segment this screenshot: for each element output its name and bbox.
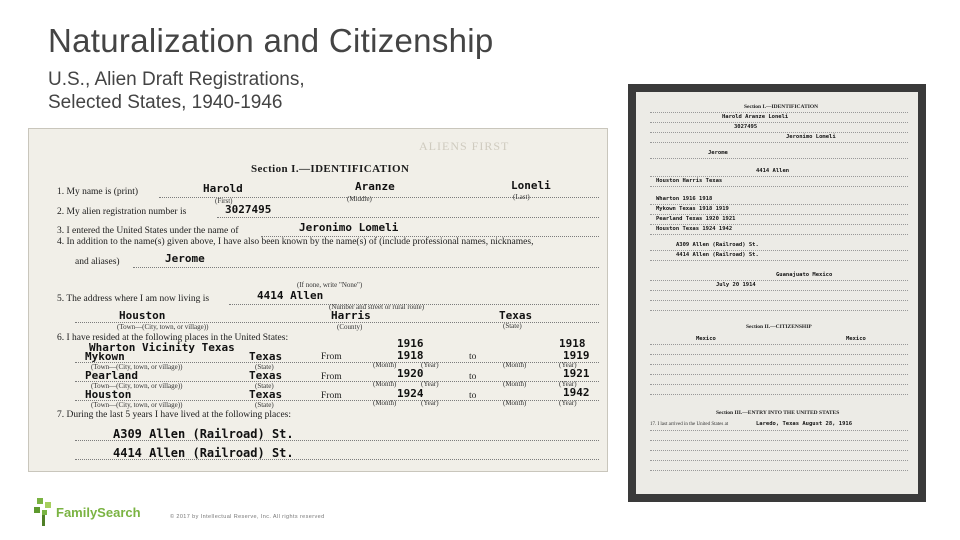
registration-number: 3027495 <box>225 203 272 216</box>
residence-3-from: 1920 <box>397 367 424 380</box>
if-none-note: (If none, write "None") <box>297 281 363 289</box>
residence-2-state: Texas <box>249 350 283 363</box>
residence-3-state: Texas <box>249 369 283 382</box>
full-lived-1: A309 Allen (Railroad) St. <box>676 242 759 248</box>
caption-town-2: (Town—(City, town, or village)) <box>91 382 183 390</box>
caption-town: (Town—(City, town, or village)) <box>117 323 209 331</box>
full-section-2: Section II.—CITIZENSHIP <box>746 324 812 330</box>
full-place-4: Houston Texas 1924 1942 <box>656 226 733 232</box>
caption-state: (State) <box>503 322 522 330</box>
from-label-3: From <box>321 391 342 401</box>
caption-year-3: (Year) <box>421 399 439 407</box>
first-name: Harold <box>203 182 243 195</box>
to-label-3: to <box>469 391 477 401</box>
subtitle-line-1: U.S., Alien Draft Registrations, <box>48 69 305 90</box>
caption-middle: (Middle) <box>347 195 372 203</box>
full-born-date: July 20 1914 <box>716 282 756 288</box>
caption-year-2b: (Year) <box>559 380 577 388</box>
caption-town-3: (Town—(City, town, or village)) <box>91 401 183 409</box>
full-place-1: Wharton 1916 1918 <box>656 196 713 202</box>
residence-4-state: Texas <box>249 388 283 401</box>
state: Texas <box>499 309 533 322</box>
full-citizen: Mexico <box>696 336 716 342</box>
recent-address-1: A309 Allen (Railroad) St. <box>113 427 294 441</box>
caption-month-2b: (Month) <box>503 380 527 388</box>
alias-value: Jerome <box>165 252 205 265</box>
full-born: Guanajuato Mexico <box>776 272 833 278</box>
full-section-1: Section I.—IDENTIFICATION <box>744 104 819 110</box>
full-city: Houston Harris Texas <box>656 178 723 184</box>
middle-name: Aranze <box>355 180 395 193</box>
ghost-print: ALIENS FIRST <box>419 139 510 153</box>
street-address: 4414 Allen <box>257 289 324 302</box>
copyright-notice: © 2017 by Intellectual Reserve, Inc. All rights reserved <box>170 514 325 520</box>
caption-first: (First) <box>215 197 233 205</box>
full-section-3: Section III.—ENTRY INTO THE UNITED STATES <box>716 410 840 416</box>
full-place-2: Mykown Texas 1918 1919 <box>656 206 729 212</box>
full-citizen-2: Mexico <box>846 336 866 342</box>
to-label-2: to <box>469 372 477 382</box>
caption-state-2: (State) <box>255 382 274 390</box>
to-label-1: to <box>469 352 477 362</box>
caption-state-3: (State) <box>255 401 274 409</box>
full-page-paper <box>636 92 918 494</box>
caption-year-3b: (Year) <box>559 399 577 407</box>
question-1: 1. My name is (print) <box>57 187 139 197</box>
residence-3-to: 1921 <box>563 367 590 380</box>
caption-year-1: (Year) <box>421 361 439 369</box>
caption-month-1: (Month) <box>373 361 397 369</box>
question-4-cont: and aliases) <box>75 257 120 267</box>
slide-subtitle <box>48 68 305 114</box>
residence-1-from: 1916 <box>397 337 424 350</box>
last-name: Loneli <box>511 179 551 192</box>
caption-month-3: (Month) <box>373 399 397 407</box>
caption-county: (County) <box>337 323 363 331</box>
from-label-1: From <box>321 352 342 362</box>
residence-2-from: 1918 <box>397 349 424 362</box>
slide-title: Naturalization and Citizenship <box>48 22 494 59</box>
residence-3-town: Pearland <box>85 369 138 382</box>
caption-year-2: (Year) <box>421 380 439 388</box>
full-place-3: Pearland Texas 1920 1921 <box>656 216 736 222</box>
full-entry: Laredo, Texas August 28, 1916 <box>756 421 853 427</box>
residence-1-to: 1918 <box>559 337 586 350</box>
caption-month-2: (Month) <box>373 380 397 388</box>
question-6: 6. I have resided at the following places in the United States: <box>57 333 289 343</box>
brand-name: FamilySearch <box>56 504 141 520</box>
full-alias: Jerome <box>708 150 728 156</box>
caption-town-1: (Town—(City, town, or village)) <box>91 363 183 371</box>
residence-2-to: 1919 <box>563 349 590 362</box>
residence-1-town: Wharton Vicinity Texas <box>89 341 235 354</box>
familysearch-logo <box>34 498 141 526</box>
town: Houston <box>119 309 166 322</box>
residence-4-town: Houston <box>85 388 132 401</box>
recent-address-2: 4414 Allen (Railroad) St. <box>113 446 294 460</box>
zoomed-registration-form <box>28 128 608 472</box>
question-2: 2. My alien registration number is <box>57 207 187 217</box>
from-label-2: From <box>321 372 342 382</box>
full-entered: Jeronimo Lomeli <box>786 134 836 140</box>
question-7: 7. During the last 5 years I have lived at the following places: <box>57 410 292 420</box>
question-3: 3. I entered the United States under the name of <box>57 226 239 236</box>
residence-4-to: 1942 <box>563 386 590 399</box>
caption-month-1b: (Month) <box>503 361 527 369</box>
full-page-scan <box>628 84 926 502</box>
question-4: 4. In addition to the name(s) given above, I have also been known by the name(s) of (include professional names, nicknames, <box>57 237 534 247</box>
entry-name: Jeronimo Lomeli <box>299 221 399 234</box>
full-entry-label: 17. I last arrived in the United States at <box>650 422 729 427</box>
caption-street: (Number and street or rural route) <box>329 303 425 311</box>
full-reg: 3027495 <box>734 124 758 130</box>
residence-4-from: 1924 <box>397 387 424 400</box>
caption-state-1: (State) <box>255 363 274 371</box>
question-5: 5. The address where I am now living is <box>57 294 210 304</box>
section-header: Section I.—IDENTIFICATION <box>251 163 410 175</box>
subtitle-line-2: Selected States, 1940-1946 <box>48 92 283 113</box>
caption-month-3b: (Month) <box>503 399 527 407</box>
full-lived-2: 4414 Allen (Railroad) St. <box>676 252 759 258</box>
full-name: Harold Aranze Loneli <box>722 114 789 120</box>
caption-year-1b: (Year) <box>559 361 577 369</box>
county: Harris <box>331 309 371 322</box>
caption-last: (Last) <box>513 193 530 201</box>
full-address: 4414 Allen <box>756 168 790 174</box>
family-tree-icon <box>34 498 54 526</box>
residence-2-town: Mykown <box>85 350 125 363</box>
